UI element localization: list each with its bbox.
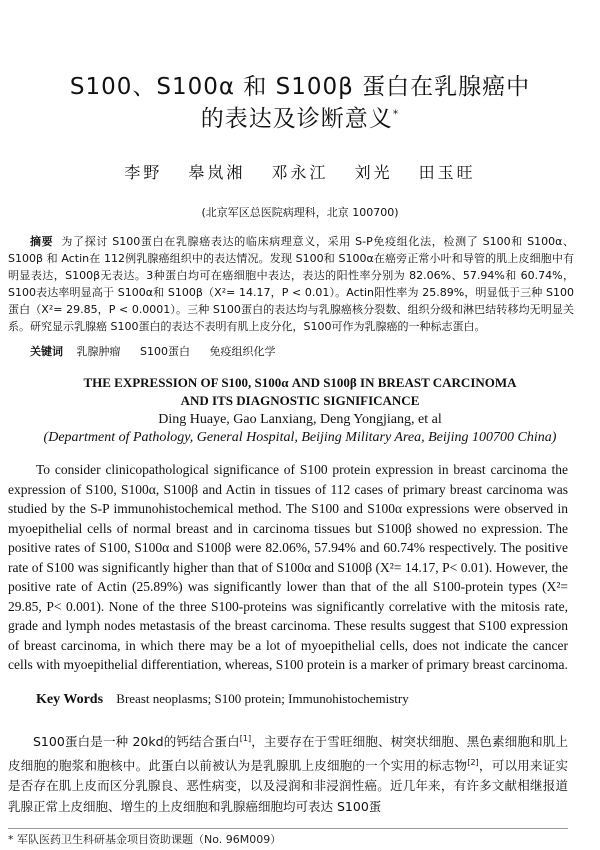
body-paragraph	[8, 729, 568, 817]
keywords-cn-label: 关键词	[30, 345, 63, 358]
body-text-3: ，可以用来证实是否存在肌上皮而区分乳腺良、恶性病变，以及浸润和非浸润性癌。近几年来，有许多文献相继报道乳腺正常上皮细胞、增生的上皮细胞和乳腺癌细胞均可表达 S100蛋	[8, 757, 568, 814]
keywords-cn	[30, 343, 570, 359]
title-line-1	[0, 68, 600, 101]
reference-2[interactable]: [2]	[467, 757, 479, 767]
title-text-1: S100、S100α 和 S100β 蛋白在乳腺癌中	[69, 74, 531, 100]
authors-cn: 李野 皋岚湘 邓永江 刘光 田玉旺	[124, 163, 476, 182]
body-text-2: ，主要存在于雪旺细胞、树突状细胞、黑色素细胞和肌上皮细胞的胞浆和胞核中。此蛋白以前被认为是乳腺肌上皮细胞的一个实用的标志物	[8, 734, 568, 773]
title-text-2: 的表达及诊断意义	[200, 106, 393, 132]
keyword-cn-item: 乳腺肿瘤	[76, 345, 121, 358]
english-authors: Ding Huaye, Gao Lanxiang, Deng Yongjiang, et al	[158, 412, 442, 427]
title-line-2	[0, 100, 600, 133]
keyword-cn-item: S100蛋白	[140, 345, 190, 358]
english-title-line-2: AND ITS DIAGNOSTIC SIGNIFICANCE	[180, 393, 420, 408]
keywords-en-text: Breast neoplasms; S100 protein; Immunohistochemistry	[116, 691, 409, 706]
english-affiliation: (Department of Pathology, General Hospital, Beijing Military Area, Beijing 100700 China)	[43, 430, 557, 445]
english-title-line-1: THE EXPRESSION OF S100, S100α AND S100β IN BREAST CARCINOMA	[83, 375, 517, 390]
keywords-en-label: Key Words	[36, 692, 104, 707]
footnote: * 军队医药卫生科研基金项目资助课题（No. 96M009）	[8, 828, 568, 845]
reference-1[interactable]: [1]	[239, 734, 252, 743]
english-abstract: To consider clinicopathological significance of S100 protein expression in breast carcinoma the expression of S100, S100α, S100β and Actin in tissues of 112 cases of primary breast carcinoma was studied by the S-P immunohistochemical method. The S100 and S100α expressions were observed in myoepithelial cells of normal breast and in carcinoma tissues but S100β showed no expression. The positive rates of S100, S100α and S100β were 82.06%, 57.94% and 60.74% respectively. The positive rate of S100 was significantly higher than that of S100α and S100β (X²= 14.17, P< 0.01). However, the positive rate of Actin (25.89%) was significantly lower than that of the all S100-protein types (X²= 29.85, P< 0.001). None of the three S100-proteins was significantly correlative with the mitosis rate, grade and lymph nodes metastasis of the breast carcinoma. These results suggest that S100 expression of breast carcinoma, in which there may be a lot of myoepithelial cells, does not indicate the cancer cells with myoepithelial differentiation, whereas, S100 protein is a marker of primary breast carcinoma.	[8, 462, 568, 672]
abstract-cn-label: 摘要	[30, 235, 54, 248]
body-text-1: S100蛋白是一种 20kd的钙结合蛋白	[33, 734, 240, 750]
keyword-cn-item: 免疫组织化学	[209, 345, 276, 358]
abstract-cn	[8, 233, 574, 335]
title-footnote-mark: *	[392, 107, 400, 121]
affiliation-cn: (北京军区总医院病理科，北京 100700)	[201, 206, 399, 219]
keywords-en	[36, 691, 576, 708]
abstract-cn-text: 为了探讨 S100蛋白在乳腺癌表达的临床病理意义，采用 S-P免疫组化法，检测了 S100和 S100α、S100β 和 Actin在 112例乳腺癌组织中的表达情况。发现 S100和 S100α在癌旁正常小叶和导管的肌上皮细胞中有明显表达，S100β无表达。3种蛋白均可在癌细胞中表达，表达的阳性率分别为 82.06%、57.94%和 60.74%，S100表达率明显高于 S100α和 S100β（X²= 14.17，P < 0.01）。Actin阳性率为 25.89%，明显低于三种 S100蛋白（X²= 29.85，P < 0.0001）。三种 S100蛋白的表达均与乳腺癌核分裂数、组织分级和淋巴结转移均无明显关系。研究显示乳腺癌 S100蛋白的表达不表明有肌上皮分化，S100可作为乳腺癌的一种标志蛋白。	[8, 235, 575, 333]
